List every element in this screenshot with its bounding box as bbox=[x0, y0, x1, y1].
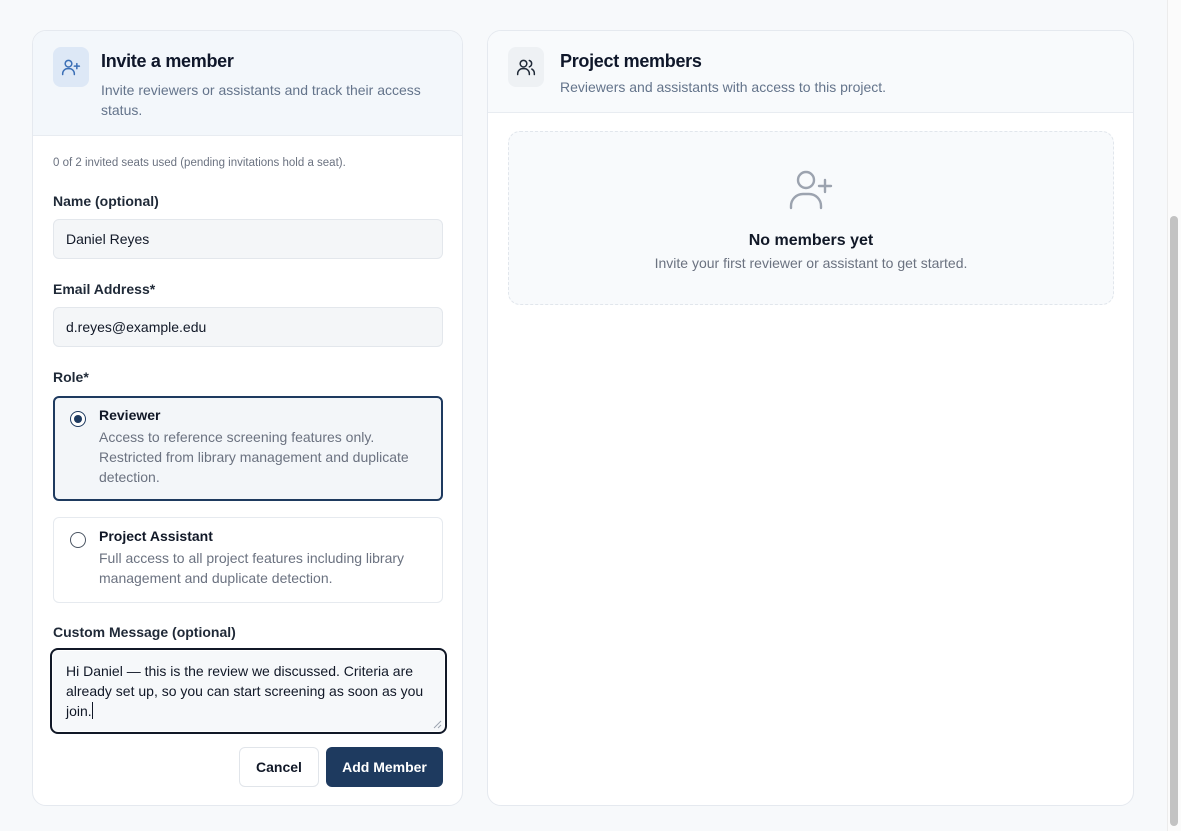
empty-user-plus-icon bbox=[787, 166, 835, 214]
invite-card-subtitle: Invite reviewers or assistants and track their access status. bbox=[101, 82, 421, 118]
add-member-button[interactable]: Add Member bbox=[326, 747, 443, 787]
users-icon bbox=[508, 47, 544, 87]
radio-selected-dot bbox=[74, 415, 82, 423]
role-option-project-assistant[interactable] bbox=[53, 517, 443, 603]
members-card-title: Project members bbox=[560, 51, 702, 71]
role-description: Full access to all project features including library management and duplicate detection. bbox=[99, 550, 405, 586]
message-label: Custom Message (optional) bbox=[53, 624, 236, 640]
name-input[interactable]: Daniel Reyes bbox=[53, 219, 443, 259]
project-assistant-radio[interactable] bbox=[70, 532, 86, 548]
invite-card-title: Invite a member bbox=[101, 51, 234, 71]
role-description: Access to reference screening features only. Restricted from library management and duplicate detection. bbox=[99, 429, 409, 485]
members-card-header bbox=[488, 31, 1133, 113]
invite-card-header bbox=[33, 31, 462, 136]
empty-state-subtitle: Invite your first reviewer or assistant to get started. bbox=[654, 255, 968, 271]
text-caret bbox=[92, 702, 93, 719]
seats-usage-text: 0 of 2 invited seats used (pending invitations hold a seat). bbox=[53, 157, 346, 169]
cancel-button[interactable]: Cancel bbox=[239, 747, 319, 787]
email-input[interactable]: d.reyes@example.edu bbox=[53, 307, 443, 347]
reviewer-radio[interactable] bbox=[70, 411, 86, 427]
invite-member-card bbox=[32, 30, 463, 806]
email-label: Email Address* bbox=[53, 281, 156, 297]
name-label: Name (optional) bbox=[53, 193, 159, 209]
role-title: Reviewer bbox=[99, 407, 161, 423]
empty-state-title: No members yet bbox=[748, 232, 874, 249]
members-card-subtitle: Reviewers and assistants with access to this project. bbox=[560, 79, 887, 95]
custom-message-textarea[interactable] bbox=[50, 648, 447, 734]
role-option-reviewer[interactable] bbox=[53, 396, 443, 501]
custom-message-text: Hi Daniel — this is the review we discussed. Criteria are already set up, so you can start screening as soon as you join. bbox=[66, 663, 424, 719]
user-plus-icon bbox=[53, 47, 89, 87]
project-members-card bbox=[487, 30, 1134, 806]
resize-handle-icon[interactable] bbox=[432, 719, 442, 729]
members-empty-state bbox=[508, 131, 1114, 305]
role-title: Project Assistant bbox=[99, 528, 213, 544]
scrollbar-thumb[interactable] bbox=[1170, 216, 1178, 826]
role-label: Role* bbox=[53, 369, 89, 385]
